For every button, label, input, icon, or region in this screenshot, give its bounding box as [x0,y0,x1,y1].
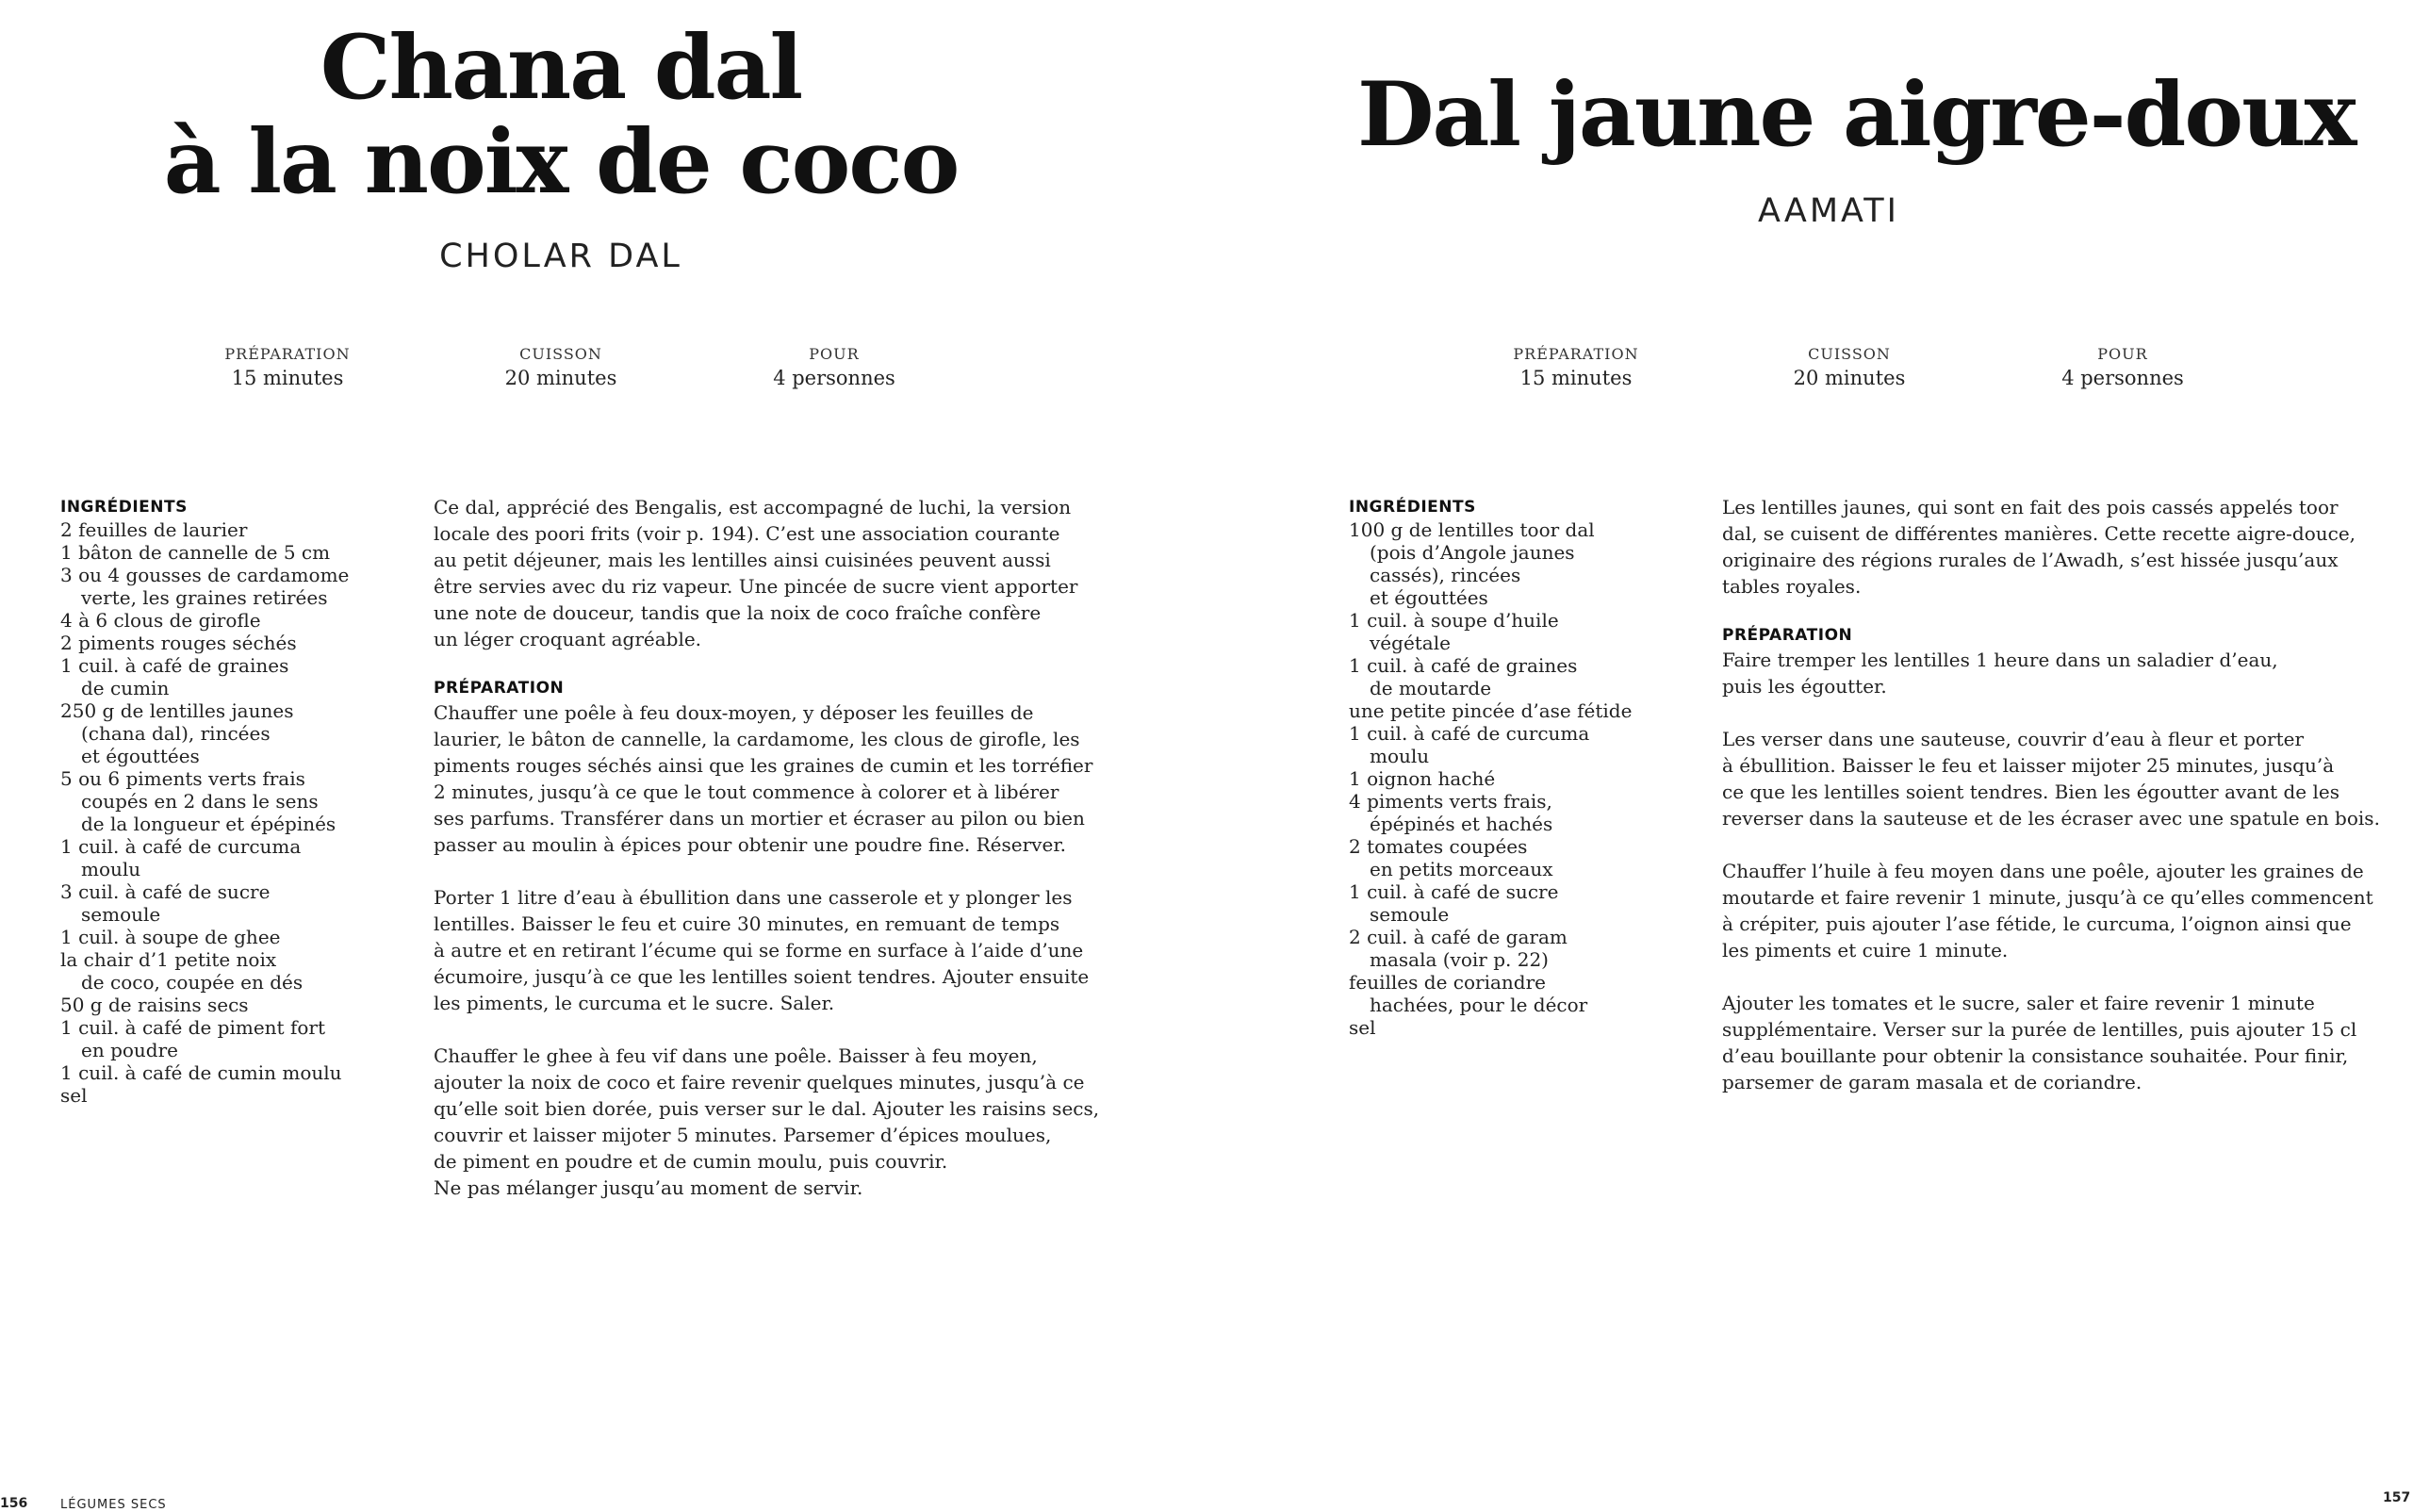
left-title-line-2: à la noix de coco [163,110,959,214]
ingredient-item: 1 bâton de cannelle de 5 cm [60,541,331,564]
left-intro: Ce dal, apprécié des Bengalis, est accompagné de luchi, la version locale des poori frits (voir p. 194). C’est une association courante au petit déjeuner, mais les lentilles ainsi cuisinées peuvent aussi être servies avec du riz vapeur. Une pincée de sucre vient apporter une note de douceur, tandis que la noix de coco fraîche confère un léger croquant agréable. [434,496,1078,650]
ingredient-item: 1 cuil. à soupe d’huile végétale [1349,609,1559,654]
ingredient-item: feuilles de coriandre hachées, pour le décor [1349,971,1588,1016]
ingredient-item: 250 g de lentilles jaunes (chana dal), rincées et égouttées [60,699,294,767]
ingredient-item: 1 cuil. à café de graines de moutarde [1349,654,1578,699]
meta-value: 4 personnes [2061,367,2184,389]
left-meta-pour [712,345,957,389]
ingredient-item: 1 oignon haché [1349,767,1496,790]
left-ingredients [60,498,381,1107]
ingredient-item: 5 ou 6 piments verts frais coupés en 2 dans le sens de la longueur et épépinés [60,767,337,835]
ingredients-heading: INGRÉDIENTS [1349,498,1476,517]
ingredient-item: 1 cuil. à soupe de ghee [60,926,281,948]
preparation-heading: PRÉPARATION [434,679,565,698]
section-name: LÉGUMES SECS [60,1498,167,1512]
ingredient-item: 1 cuil. à café de cumin moulu [60,1061,342,1084]
running-section [60,1494,167,1512]
ingredient-item: 100 g de lentilles toor dal (pois d’Angole jaunes cassés), rincées et égouttées [1349,518,1595,609]
meta-label: PRÉPARATION [1513,345,1639,363]
meta-label: CUISSON [1808,345,1891,363]
right-folio [2383,1487,2410,1505]
ingredient-item: la chair d’1 petite noix de coco, coupée en dés [60,948,304,994]
ingredient-item: 1 cuil. à café de piment fort en poudre [60,1016,325,1061]
preparation-step: Chauffer le ghee à feu vif dans une poêle. Baisser à feu moyen, ajouter la noix de coco et faire revenir quelques minutes, jusqu’à ce qu’elle soit bien dorée, puis verser sur le dal. Ajouter les raisins secs, couvrir et laisser mijoter 5 minutes. Parsemer d’épices moulues, de piment en poudre et de cumin moulu, puis couvrir. Ne pas mélanger jusqu’au moment de servir. [434,1044,1100,1199]
left-ingredient-list [60,518,381,1107]
ingredient-item: sel [1349,1016,1376,1039]
preparation-step: Faire tremper les lentilles 1 heure dans un saladier d’eau, puis les égoutter. [1722,649,2278,698]
meta-value: 4 personnes [773,367,895,389]
left-title-line-1: Chana dal [320,16,802,120]
preparation-step: Porter 1 litre d’eau à ébullition dans une casserole et y plonger les lentilles. Baisser le feu et cuire 30 minutes, en remuant de temps à autre et en retirant l’écume qui se forme en surface à l’aide d’une écumoire, jusqu’à ce que les lentilles soient tendres. Ajouter ensuite les piments, le curcuma et le sucre. Saler. [434,886,1090,1014]
ingredient-item: 2 tomates coupées en petits morceaux [1349,835,1553,880]
ingredient-item: 2 piments rouges séchés [60,632,297,654]
right-meta-cuisson [1727,345,1972,389]
ingredients-heading: INGRÉDIENTS [60,498,188,517]
preparation-step: Chauffer l’huile à feu moyen dans une poêle, ajouter les graines de moutarde et faire revenir 1 minute, jusqu’à ce qu’elles commencent à crépiter, puis ajouter l’ase fétide, le curcuma, l’oignon ainsi que les piments et cuire 1 minute. [1722,860,2373,961]
meta-label: CUISSON [519,345,602,363]
ingredient-item: 1 cuil. à café de curcuma moulu [1349,722,1590,767]
right-page [1206,0,2413,1509]
right-recipe-subtitle: AAMATI [1758,192,1899,230]
ingredient-item: sel [60,1084,88,1107]
ingredient-item: 1 cuil. à café de sucre semoule [1349,880,1559,926]
left-recipe-subtitle: CHOLAR DAL [439,238,682,275]
meta-value: 15 minutes [1519,367,1633,389]
page-number: 157 [2383,1490,2411,1505]
ingredient-item: 2 cuil. à café de garam masala (voir p. 22) [1349,926,1568,971]
left-recipe-title [0,16,1122,214]
ingredient-item: 1 cuil. à café de curcuma moulu [60,835,302,880]
left-method [434,494,1188,1227]
right-method [1722,494,2401,1122]
ingredient-item: 50 g de raisins secs [60,994,249,1016]
left-folio [0,1493,27,1511]
page-number: 156 [0,1496,28,1511]
ingredient-item: 1 cuil. à café de graines de cumin [60,654,289,699]
preparation-step: Ajouter les tomates et le sucre, saler et faire revenir 1 minute supplémentaire. Verser sur la purée de lentilles, puis ajouter 15 cl d’eau bouillante pour obtenir la consistance souhaitée. Pour finir, parsemer de garam masala et de coriandre. [1722,992,2357,1093]
meta-label: POUR [809,345,860,363]
ingredient-item: 3 ou 4 gousses de cardamome verte, les graines retirées [60,564,350,609]
ingredient-item: 4 à 6 clous de girofle [60,609,261,632]
meta-value: 20 minutes [504,367,617,389]
left-meta-preparation [165,345,410,389]
right-meta-pour [2000,345,2245,389]
right-meta-preparation [1453,345,1699,389]
right-title-line-1: Dal jaune aigre-doux [1357,63,2356,167]
ingredient-item: 4 piments verts frais, épépinés et hachés [1349,790,1553,835]
left-meta-cuisson [438,345,683,389]
preparation-step: Les verser dans une sauteuse, couvrir d’eau à fleur et porter à ébullition. Baisser le feu et laisser mijoter 25 minutes, jusqu’à ce que les lentilles soient tendres. Bien les égoutter avant de les reverser dans la sauteuse et de les écraser avec une spatule en bois. [1722,728,2380,830]
meta-value: 20 minutes [1793,367,1906,389]
ingredient-item: une petite pincée d’ase fétide [1349,699,1633,722]
right-ingredient-list [1349,518,1669,1039]
left-page [0,0,1206,1512]
preparation-heading: PRÉPARATION [1722,626,1853,645]
ingredient-item: 3 cuil. à café de sucre semoule [60,880,271,926]
right-ingredients [1349,498,1669,1039]
meta-label: POUR [2097,345,2148,363]
preparation-step: Chauffer une poêle à feu doux-moyen, y déposer les feuilles de laurier, le bâton de cannelle, la cardamome, les clous de girofle, les piments rouges séchés ainsi que les graines de cumin et les torréfier 2 minutes, jusqu’à ce que le tout commence à colorer et à libérer ses parfums. Transférer dans un mortier et écraser au pilon ou bien passer au moulin à épices pour obtenir une poudre fine. Réserver. [434,701,1093,856]
meta-value: 15 minutes [231,367,344,389]
right-recipe-title [1357,63,2356,167]
ingredient-item: 2 feuilles de laurier [60,518,248,541]
meta-label: PRÉPARATION [224,345,351,363]
right-intro: Les lentilles jaunes, qui sont en fait des pois cassés appelés toor dal, se cuisent de différentes manières. Cette recette aigre-douce, originaire des régions rurales de l’Awadh, s’est hissée jusqu’aux tables royales. [1722,496,2356,598]
